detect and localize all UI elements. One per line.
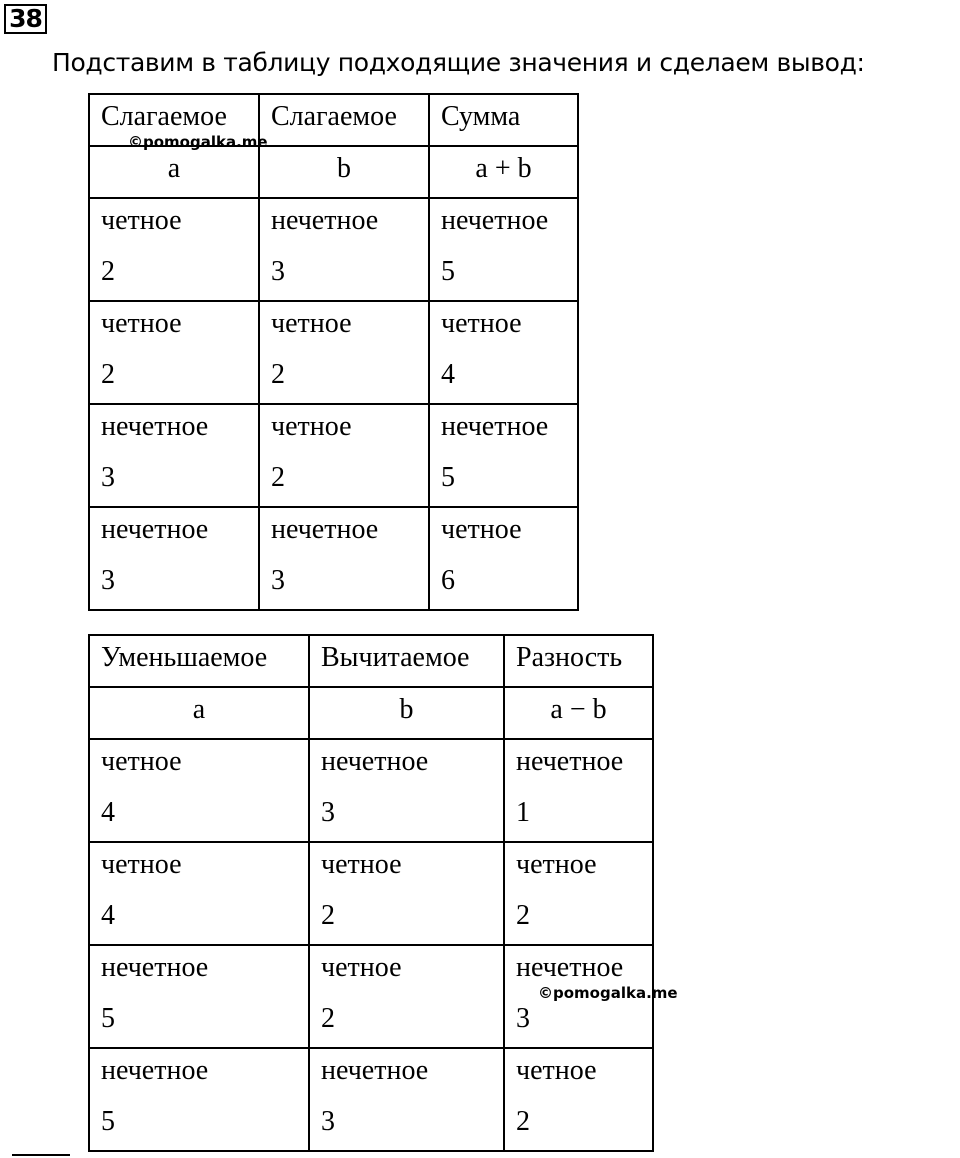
watermark: ©pomogalka.me: [538, 984, 678, 1002]
cell-value: 2: [516, 1106, 530, 1137]
cell-value: 3: [101, 462, 115, 493]
table-cell: [504, 1048, 653, 1151]
table-row: [89, 301, 578, 404]
table-cell: [429, 404, 578, 507]
cell-value: 4: [441, 359, 455, 390]
parity-label: нечетное: [101, 411, 209, 442]
table-cell: [309, 1048, 504, 1151]
parity-label: нечетное: [101, 514, 209, 545]
table-cell: [309, 945, 504, 1048]
var-cell: a + b: [429, 146, 578, 198]
table-cell: [89, 945, 309, 1048]
table-cell: [429, 198, 578, 301]
table-cell: [89, 507, 259, 610]
table-cell: [309, 739, 504, 842]
table-cell: [309, 842, 504, 945]
cell-value: 6: [441, 565, 455, 596]
parity-label: четное: [101, 308, 182, 339]
table-cell: [259, 404, 429, 507]
parity-label: четное: [271, 308, 352, 339]
header-cell: Разность: [504, 635, 653, 687]
cell-value: 2: [101, 256, 115, 287]
table-cell: [89, 842, 309, 945]
parity-label: четное: [321, 849, 402, 880]
header-cell: Слагаемое: [259, 94, 429, 146]
parity-label: четное: [101, 205, 182, 236]
parity-label: четное: [441, 308, 522, 339]
table-row: [89, 507, 578, 610]
table-cell: [429, 301, 578, 404]
cell-value: 2: [321, 900, 335, 931]
table-cell: [259, 301, 429, 404]
table-row: [89, 404, 578, 507]
header-cell: Вычитаемое: [309, 635, 504, 687]
parity-label: нечетное: [321, 746, 429, 777]
parity-label: нечетное: [321, 1055, 429, 1086]
intro-text: Подставим в таблицу подходящие значения и сделаем вывод:: [52, 48, 865, 77]
parity-label: нечетное: [516, 746, 624, 777]
parity-label: четное: [321, 952, 402, 983]
parity-label: четное: [101, 849, 182, 880]
cell-value: 2: [516, 900, 530, 931]
cell-value: 3: [101, 565, 115, 596]
parity-label: нечетное: [271, 514, 379, 545]
header-cell: Уменьшаемое: [89, 635, 309, 687]
var-cell: a: [89, 687, 309, 739]
cell-value: 3: [271, 565, 285, 596]
var-cell: b: [259, 146, 429, 198]
cell-value: 3: [516, 1003, 530, 1034]
parity-label: нечетное: [516, 952, 624, 983]
parity-label: нечетное: [101, 1055, 209, 1086]
cell-value: 2: [101, 359, 115, 390]
cell-value: 3: [321, 797, 335, 828]
table-cell: [504, 739, 653, 842]
table-cell: [89, 1048, 309, 1151]
table-cell: [259, 198, 429, 301]
sum-table-vars-row: [89, 146, 578, 198]
header-cell: Сумма: [429, 94, 578, 146]
divider: [12, 1154, 70, 1156]
parity-label: четное: [441, 514, 522, 545]
table-cell: [429, 507, 578, 610]
parity-label: четное: [516, 849, 597, 880]
cell-value: 4: [101, 797, 115, 828]
table-cell: [89, 198, 259, 301]
cell-value: 5: [101, 1106, 115, 1137]
var-cell: a − b: [504, 687, 653, 739]
table-cell: [259, 507, 429, 610]
parity-label: нечетное: [101, 952, 209, 983]
cell-value: 2: [321, 1003, 335, 1034]
cell-value: 3: [271, 256, 285, 287]
cell-value: 2: [271, 462, 285, 493]
table-cell: [89, 301, 259, 404]
cell-value: 4: [101, 900, 115, 931]
problem-number: 38: [4, 4, 47, 34]
table-row: [89, 1048, 653, 1151]
table-cell: [89, 739, 309, 842]
header-cell: Слагаемое: [89, 94, 259, 146]
cell-value: 5: [441, 256, 455, 287]
cell-value: 5: [101, 1003, 115, 1034]
difference-table-header-row: [89, 635, 653, 687]
parity-label: нечетное: [441, 205, 549, 236]
sum-table: [88, 93, 579, 611]
difference-table-vars-row: [89, 687, 653, 739]
table-row: [89, 198, 578, 301]
cell-value: 2: [271, 359, 285, 390]
table-row: [89, 842, 653, 945]
cell-value: 3: [321, 1106, 335, 1137]
parity-label: нечетное: [441, 411, 549, 442]
table-cell: [504, 842, 653, 945]
parity-label: четное: [101, 746, 182, 777]
parity-label: нечетное: [271, 205, 379, 236]
parity-label: четное: [516, 1055, 597, 1086]
var-cell: a: [89, 146, 259, 198]
var-cell: b: [309, 687, 504, 739]
table-cell: [89, 404, 259, 507]
difference-table: [88, 634, 654, 1152]
cell-value: 5: [441, 462, 455, 493]
watermark: ©pomogalka.me: [128, 133, 268, 151]
table-row: [89, 739, 653, 842]
parity-label: четное: [271, 411, 352, 442]
cell-value: 1: [516, 797, 530, 828]
